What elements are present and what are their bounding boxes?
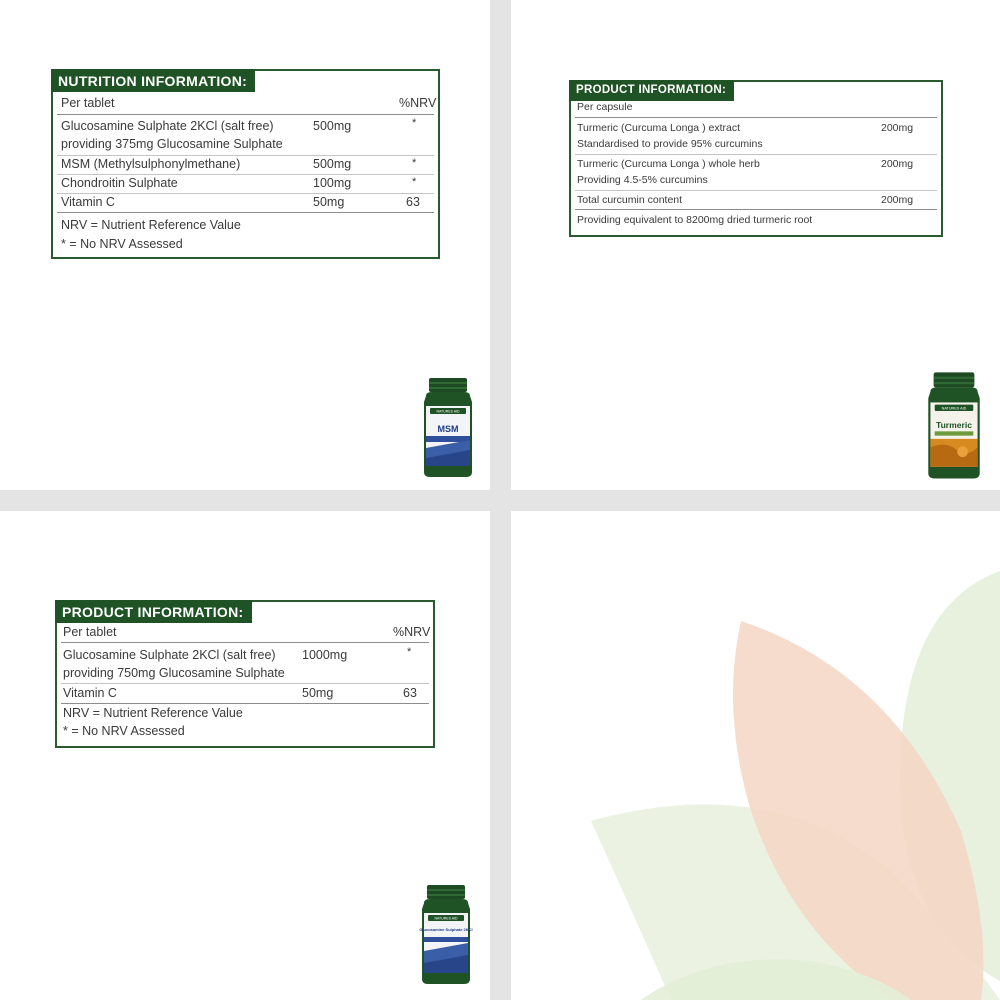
- msm-bottle-image: [420, 378, 476, 478]
- row-amount: 500mg: [313, 157, 352, 171]
- glucosamine-bottle-image: [418, 883, 474, 987]
- divider: [61, 642, 429, 643]
- decorative-leaf-panel: [511, 511, 1000, 1000]
- divider: [575, 209, 937, 210]
- divider: [57, 114, 434, 115]
- glucosamine-panel: [0, 511, 490, 1000]
- row-amount: 500mg: [313, 119, 352, 133]
- nrv-column-header: %NRV: [399, 96, 437, 110]
- row-nrv: 63: [403, 686, 417, 700]
- footnote-asterisk: * = No NRV Assessed: [63, 724, 185, 738]
- row-nrv: *: [407, 646, 412, 658]
- product-info-table: [569, 80, 943, 237]
- row-name: Turmeric (Curcuma Longa ) whole herb: [577, 158, 760, 170]
- row-name: MSM (Methylsulphonylmethane): [61, 157, 241, 171]
- row-name: Total curcumin content: [577, 194, 683, 206]
- nrv-column-header: %NRV: [393, 625, 431, 639]
- row-name: Turmeric (Curcuma Longa ) extract: [577, 122, 740, 134]
- per-label: Per capsule: [577, 101, 633, 113]
- row-amount: 50mg: [313, 195, 345, 209]
- divider: [57, 212, 434, 213]
- svg-text:MSM: MSM: [437, 424, 459, 434]
- divider: [57, 174, 434, 175]
- product-info-table: [55, 600, 435, 748]
- table-header: PRODUCT INFORMATION:: [569, 80, 734, 101]
- row-nrv: *: [412, 157, 417, 169]
- svg-text:NATURES AID: NATURES AID: [941, 406, 967, 411]
- row-amount: 200mg: [881, 194, 914, 206]
- row-amount: 200mg: [881, 158, 914, 170]
- row-amount: 1000mg: [302, 648, 348, 662]
- turmeric-bottle-image: [924, 372, 984, 480]
- divider: [57, 155, 434, 156]
- footnote-asterisk: * = No NRV Assessed: [61, 237, 183, 251]
- divider: [61, 703, 429, 704]
- table-header: NUTRITION INFORMATION:: [51, 69, 255, 92]
- msm-panel: [0, 0, 490, 490]
- row-nrv: 63: [406, 195, 420, 209]
- row-nrv: *: [412, 117, 417, 129]
- row-name: Vitamin C: [63, 686, 117, 700]
- row-name: providing 750mg Glucosamine Sulphate: [63, 666, 285, 680]
- divider: [575, 154, 937, 155]
- row-amount: 200mg: [881, 122, 914, 134]
- svg-text:Glucosamine Sulphate 2KCl: Glucosamine Sulphate 2KCl: [419, 927, 473, 932]
- table-header: PRODUCT INFORMATION:: [55, 600, 252, 623]
- divider: [61, 683, 429, 684]
- svg-text:Turmeric: Turmeric: [935, 420, 973, 431]
- row-name: Glucosamine Sulphate 2KCl (salt free): [61, 119, 274, 133]
- row-name: Glucosamine Sulphate 2KCl (salt free): [63, 648, 276, 662]
- divider: [575, 190, 937, 191]
- divider: [575, 117, 937, 118]
- row-name: Standardised to provide 95% curcumins: [577, 138, 763, 150]
- nutrition-table: [51, 69, 440, 259]
- footnote-nrv: NRV = Nutrient Reference Value: [61, 218, 241, 232]
- row-name: Providing 4.5-5% curcumins: [577, 174, 708, 186]
- footnote-equivalent: Providing equivalent to 8200mg dried turmeric root: [577, 214, 813, 226]
- divider: [57, 193, 434, 194]
- row-amount: 100mg: [313, 176, 352, 190]
- row-name: Chondroitin Sulphate: [61, 176, 178, 190]
- svg-text:NATURES AID: NATURES AID: [434, 916, 458, 921]
- footnote-nrv: NRV = Nutrient Reference Value: [63, 706, 243, 720]
- per-label: Per tablet: [61, 96, 115, 110]
- per-label: Per tablet: [63, 625, 117, 639]
- leaf-illustration: [511, 511, 1000, 1000]
- row-name: Vitamin C: [61, 195, 115, 209]
- row-nrv: *: [412, 176, 417, 188]
- turmeric-panel: [511, 0, 1000, 490]
- row-name: providing 375mg Glucosamine Sulphate: [61, 137, 283, 151]
- row-amount: 50mg: [302, 686, 334, 700]
- svg-text:NATURES AID: NATURES AID: [436, 409, 460, 414]
